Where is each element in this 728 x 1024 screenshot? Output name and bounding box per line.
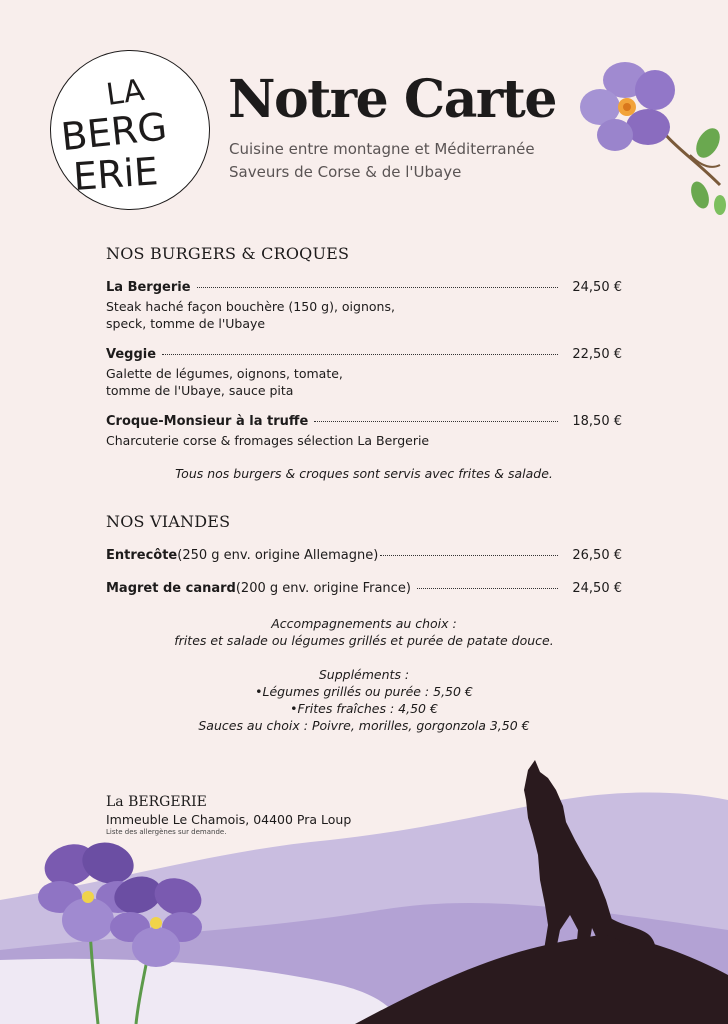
wild-rose-flower-icon: [570, 55, 728, 215]
item-name: Entrecôte: [106, 548, 178, 563]
supplements-note: Suppléments : •Légumes grillés ou purée : 5,50 € •Frites fraîches : 4,50 € Sauces au choix : Poivre, morilles, gorgonzola 3,50 €: [198, 667, 530, 733]
footer-restaurant-name: La BERGERIE: [106, 794, 207, 810]
dot-leader: [314, 421, 558, 422]
item-price: 22,50 €: [572, 347, 622, 362]
item-price: 24,50 €: [572, 581, 622, 596]
page-title: Notre Carte: [228, 69, 556, 130]
footer-allergens-note: Liste des allergènes sur demande.: [106, 828, 227, 836]
section-title-viandes: NOS VIANDES: [106, 512, 231, 531]
dot-leader: [197, 287, 559, 288]
accompaniments-note: Accompagnements au choix : frites et salade ou légumes grillés et purée de patate douce.: [174, 616, 554, 648]
logo: [50, 50, 210, 210]
item-description: Galette de légumes, oignons, tomate, tomme de l'Ubaye, sauce pita: [106, 366, 343, 398]
item-price: 24,50 €: [572, 280, 622, 295]
item-name: Veggie: [106, 347, 157, 362]
item-detail: (200 g env. origine France): [235, 581, 411, 596]
item-name: La Bergerie: [106, 280, 191, 295]
svg-text:LA: LA: [104, 72, 147, 113]
violet-flower-icon: [30, 835, 210, 1024]
logo-lettering: [51, 51, 211, 211]
burgers-note: Tous nos burgers & croques sont servis avec frites & salade.: [175, 466, 553, 481]
menu-item: [106, 347, 622, 399]
menu-item: [106, 548, 622, 566]
section-title-burgers: NOS BURGERS & CROQUES: [106, 244, 350, 263]
dot-leader: [417, 588, 558, 589]
item-detail: (250 g env. origine Allemagne): [177, 548, 379, 563]
subtitle-saveurs: Saveurs de Corse & de l'Ubaye: [229, 163, 462, 181]
item-description: Charcuterie corse & fromages sélection La Bergerie: [106, 433, 430, 448]
item-description: Steak haché façon bouchère (150 g), oignons, speck, tomme de l'Ubaye: [106, 299, 395, 331]
item-price: 26,50 €: [572, 548, 622, 563]
subtitle-cuisine: Cuisine entre montagne et Méditerranée: [229, 140, 535, 158]
svg-text:BERG: BERG: [58, 104, 169, 160]
menu-item: [106, 581, 622, 599]
dot-leader: [380, 555, 558, 556]
item-price: 18,50 €: [572, 414, 622, 429]
footer-address: Immeuble Le Chamois, 04400 Pra Loup: [106, 812, 352, 827]
item-name: Croque-Monsieur à la truffe: [106, 414, 309, 429]
svg-text:ERiE: ERiE: [71, 149, 160, 199]
item-name: Magret de canard: [106, 581, 236, 596]
menu-item: [106, 414, 622, 449]
dot-leader: [162, 354, 558, 355]
menu-item: [106, 280, 622, 332]
